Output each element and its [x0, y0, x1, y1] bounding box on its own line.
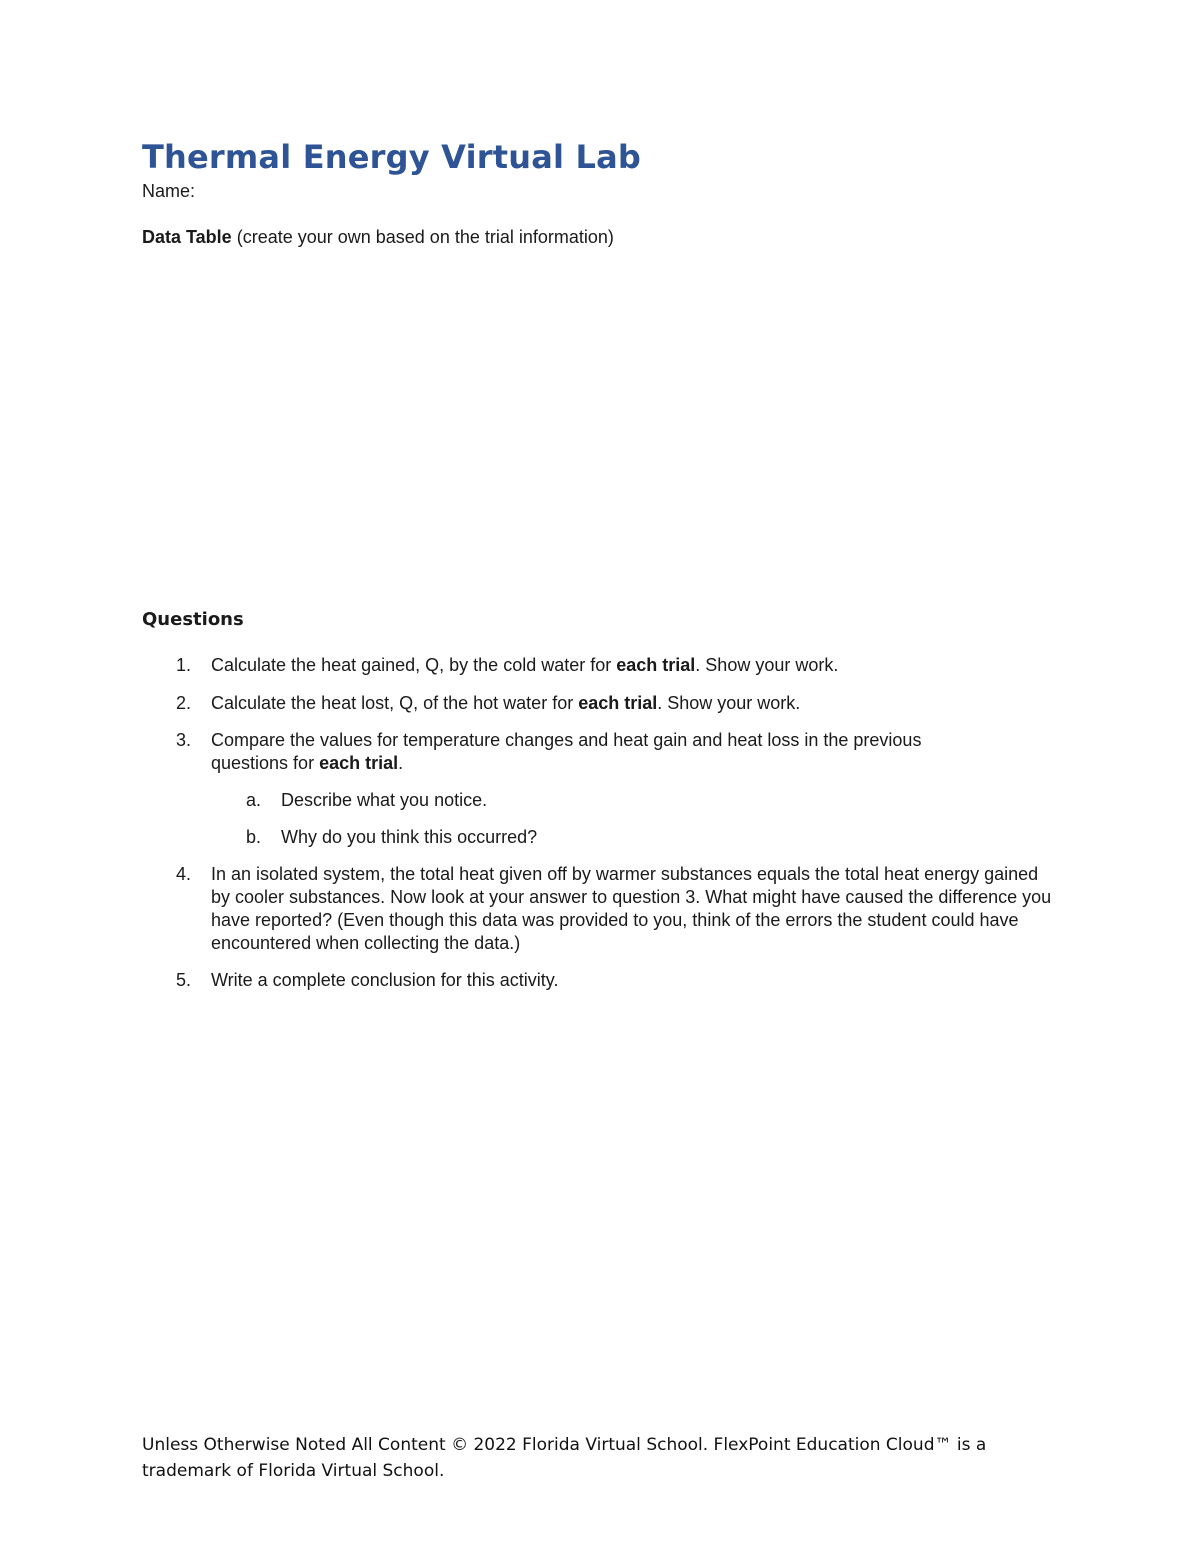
question-text: Compare the values for temperature changes and heat gain and heat loss in the previous questions for each trial. [211, 730, 922, 773]
question-item [176, 654, 1076, 677]
sub-question-text: Describe what you notice. [281, 790, 488, 810]
question-item [176, 969, 1076, 992]
document-title: Thermal Energy Virtual Lab [142, 138, 641, 176]
sub-question-letter: a. [246, 790, 262, 810]
question-text: In an isolated system, the total heat given off by warmer substances equals the total heat energy gained by cooler substances. Now look at your answer to question 3. What might have caused the difference you have reported? (Even though this data was provided to you, think of the errors the student could have encountered when collecting the data.) [211, 864, 1052, 953]
question-text: Calculate the heat lost, Q, of the hot water for each trial. Show your work. [211, 693, 801, 713]
data-table-label: Data Table [142, 227, 232, 247]
question-number: 3. [176, 730, 192, 750]
question-item [176, 692, 1076, 715]
data-table-note: (create your own based on the trial information) [231, 227, 614, 247]
question-text: Write a complete conclusion for this activity. [211, 970, 559, 990]
sub-question-item [246, 789, 1076, 812]
sub-question-item [246, 826, 1076, 849]
question-text: Calculate the heat gained, Q, by the cold water for each trial. Show your work. [211, 655, 839, 675]
question-number: 4. [176, 864, 192, 884]
question-number: 1. [176, 655, 192, 675]
question-item [176, 729, 1076, 775]
copyright-footer: Unless Otherwise Noted All Content © 2022 Florida Virtual School. FlexPoint Education Cloud™ is a trademark of Florida Virtual School. [142, 1435, 987, 1481]
question-number: 2. [176, 693, 192, 713]
questions-heading: Questions [142, 609, 244, 630]
name-label: Name: [142, 181, 196, 201]
sub-question-letter: b. [246, 827, 262, 847]
question-item [176, 863, 1076, 955]
question-number: 5. [176, 970, 192, 990]
sub-question-text: Why do you think this occurred? [281, 827, 538, 847]
data-table-instruction [142, 227, 614, 248]
